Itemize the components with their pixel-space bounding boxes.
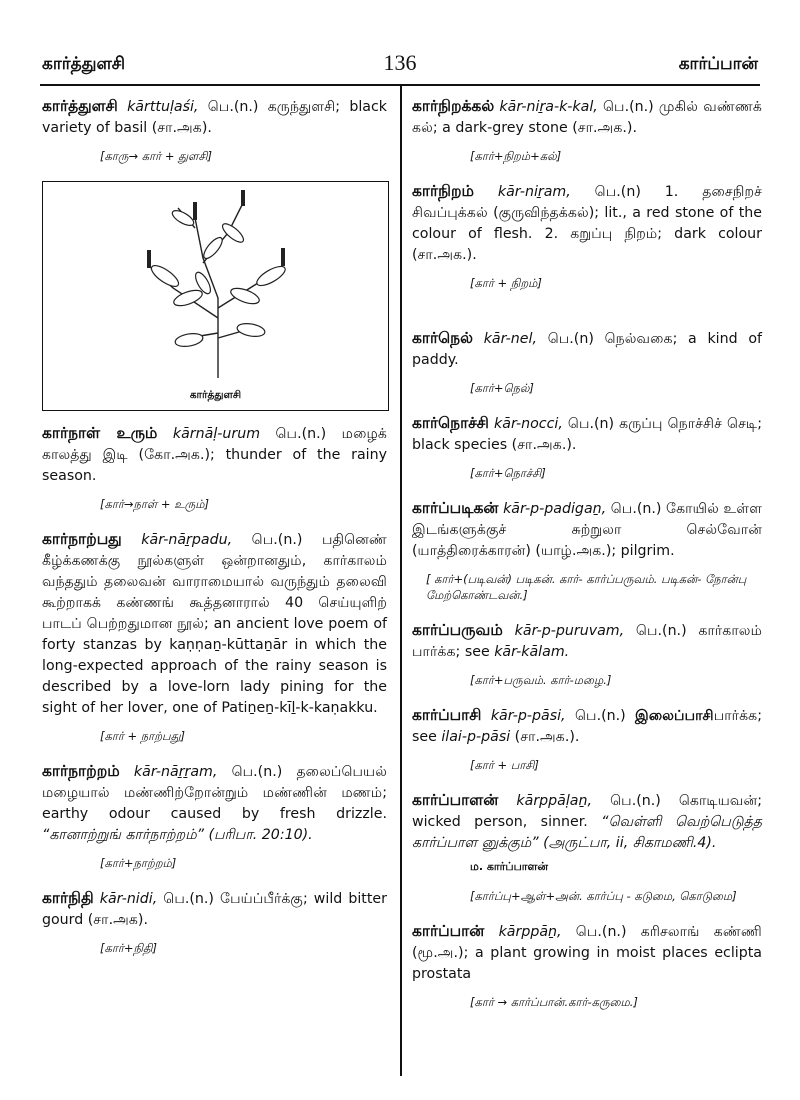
dictionary-entry	[412, 620, 762, 663]
definition: பெ.(n.) தலைப்பெயல் மழையால் மண்ணிற்றோன்றும் மண்ணின் மணம்; earthy odour caused by fresh drizzle.	[42, 764, 387, 822]
transliteration: kār-p-padigaṉ,	[503, 501, 607, 517]
basil-plant-drawing	[133, 188, 303, 378]
dictionary-entry	[42, 888, 387, 931]
headword: கார்நிறம்	[412, 182, 474, 200]
dictionary-entry	[412, 413, 762, 456]
dictionary-entry	[42, 96, 387, 139]
transliteration: kār-nocci,	[494, 416, 563, 432]
etymology: [கார்+நிதி]	[100, 941, 157, 955]
dictionary-entry	[412, 328, 762, 371]
left-column	[42, 96, 387, 973]
definition: பெ.(n.) கார்காலம் பார்க்க; see	[412, 623, 762, 660]
transliteration: kār-niṟam,	[497, 184, 571, 200]
dictionary-entry	[412, 790, 762, 854]
definition: பெ.(n.)	[565, 708, 636, 724]
headword: கார்நாள் உரும்	[42, 424, 158, 442]
etymology: [கார்+நாற்றம்]	[100, 856, 177, 870]
headword: கார்ப்பான்	[412, 922, 485, 940]
definition: பெ.(n.) பேய்ப்பீர்க்கு; wild bitter gourd (சா.அக).	[42, 891, 387, 928]
headword: கார்ப்பாளன்	[412, 791, 499, 809]
etymology: [கார் + நாற்பது]	[100, 729, 186, 743]
definition-cont: பார்க்க; see	[412, 708, 762, 745]
dictionary-entry	[42, 529, 387, 719]
etymology: [கார்+நொச்சி]	[470, 466, 546, 480]
transliteration: kār-niṟa-k-kal,	[499, 99, 598, 115]
headword: கார்நிதி	[42, 889, 94, 907]
running-head-left: கார்த்துளசி	[42, 54, 126, 74]
headword: கார்நெல்	[412, 329, 473, 347]
cognate: ம. கார்ப்பாளன்	[470, 860, 549, 873]
cross-reference: ilai-p-pāsi	[441, 729, 511, 745]
running-head-right: கார்ப்பான்	[678, 54, 758, 74]
transliteration: kār-p-puruvam,	[514, 623, 625, 639]
definition: பெ.(n) கருப்பு நொச்சிச் செடி; black species (சா.அக.).	[412, 416, 762, 453]
dictionary-entry	[412, 96, 762, 139]
headword: கார்ப்பருவம்	[412, 621, 503, 639]
etymology: [கார் + பாசி]	[470, 758, 539, 772]
etymology: [ கார்+(படிவன்) படிகன். கார்- கார்ப்பருவம். படிகன்- நோன்பு மேற்கொண்டவன்.]	[426, 572, 747, 602]
headword: கார்ப்படிகன்	[412, 499, 499, 517]
definition: பெ.(n.) கொடியவன்; wicked person, sinner.	[412, 793, 762, 830]
transliteration: kārppāṉ,	[498, 924, 562, 940]
definition: பெ.(n.) கரிசலாங் கண்ணி (மூ.அ.); a plant growing in moist places eclipta prostata	[412, 924, 762, 982]
definition-tail: (சா.அக.).	[510, 729, 580, 745]
transliteration: kār-nāṟpadu,	[141, 532, 233, 548]
citation-quote: “கானாற்றுங் கார்நாற்றம்” (பரிபா. 20:10).	[42, 827, 313, 843]
definition: பெ.(n.) கோயில் உள்ள இடங்களுக்குச் சுற்றுலா செல்வோன் (யாத்திரைக்காரன்) (யாழ்.அக.); pilgrim.	[412, 501, 762, 559]
etymology: [காரு→ கார் + துளசி]	[100, 149, 212, 163]
etymology: [கார்ப்பு+ஆள்+அன். கார்ப்பு - கடுமை, கொடுமை]	[470, 889, 737, 903]
etymology: [கார்→நாள் + உரும்]	[100, 497, 210, 511]
dictionary-entry	[412, 498, 762, 562]
page-number: 136	[383, 50, 417, 75]
headword: கார்நிறக்கல்	[412, 97, 495, 115]
page-header	[42, 48, 758, 82]
plant-illustration	[42, 181, 389, 411]
transliteration: kār-p-pāsi,	[490, 708, 566, 724]
etymology: [கார்+பருவம். கார்-மழை.]	[470, 673, 612, 687]
transliteration: kārnāḷ-urum	[172, 426, 261, 442]
definition: பெ.(n.) முகில் வண்ணக் கல்; a dark-grey stone (சா.அக.).	[412, 99, 763, 136]
definition: பெ.(n.) கருந்துளசி; black variety of basil (சா.அக).	[42, 99, 387, 136]
figure-caption: கார்த்துளசி	[189, 389, 242, 401]
etymology: [கார் + நிறம்]	[470, 276, 542, 290]
headword: கார்த்துளசி	[42, 97, 118, 115]
transliteration: kār-nel,	[483, 331, 537, 347]
cross-reference: kār-kālam.	[494, 644, 570, 660]
definition: பெ.(n) 1. தசைநிறச் சிவப்புக்கல் (குருவிந்தக்கல்); lit., a red stone of the colour of flesh. 2. கறுப்பு நிறம்; dark colour (சா.அக.).	[412, 184, 762, 263]
etymology: [கார் → கார்ப்பான்.கார்-கருமை.]	[470, 995, 638, 1009]
dictionary-entry	[412, 921, 762, 985]
dictionary-entry	[42, 423, 387, 487]
etymology: [கார்+நெல்]	[470, 381, 534, 395]
dictionary-entry	[42, 761, 387, 846]
definition: பெ.(n.) பதினெண் கீழ்க்கணக்கு நூல்களுள் ஒன்றானதும், கார்காலம் வந்ததும் தலைவன் வாராமையால் வருந்தும் தலைவி கூற்றாகக் கண்ணங் கூத்தனாரால் 40 செய்யுளிற் பாடப் பெற்றதுமான நூல்; an ancient love poem of forty stanzas by kaṇṇaṉ-kūttaṉār in which the long-expected approach of the rainy season is described by a love-lorn lady pining for the sight of her lover, one of Patiṉeṉ-kīḻ-k-kaṇakku.	[42, 532, 387, 716]
right-column	[412, 96, 762, 1027]
headword: கார்ப்பாசி	[412, 706, 482, 724]
definition: பெ.(n.) மழைக் காலத்து இடி (கோ.அக.); thunder of the rainy season.	[42, 426, 387, 484]
citation-quote: “வெள்ளி வெற்பெடுத்த கார்ப்பாள னுக்கும்” (அருட்பா, ii, சிகாமணி.4).	[412, 814, 762, 851]
transliteration: kār-nidi,	[99, 891, 158, 907]
definition: பெ.(n) நெல்வகை; a kind of paddy.	[412, 331, 762, 368]
dictionary-entry	[412, 705, 762, 748]
bold-reference: இலைப்பாசி	[635, 708, 714, 724]
headword: கார்நொச்சி	[412, 414, 489, 432]
column-divider	[400, 86, 402, 1076]
transliteration: kārttuḷaśi,	[127, 99, 199, 115]
etymology: [கார்+நிறம்+கல்]	[470, 149, 562, 163]
dictionary-entry	[412, 181, 762, 266]
headword: கார்நாற்றம்	[42, 762, 120, 780]
transliteration: kārppāḷaṉ,	[516, 793, 592, 809]
transliteration: kār-nāṟṟam,	[133, 764, 218, 780]
headword: கார்நாற்பது	[42, 530, 122, 548]
